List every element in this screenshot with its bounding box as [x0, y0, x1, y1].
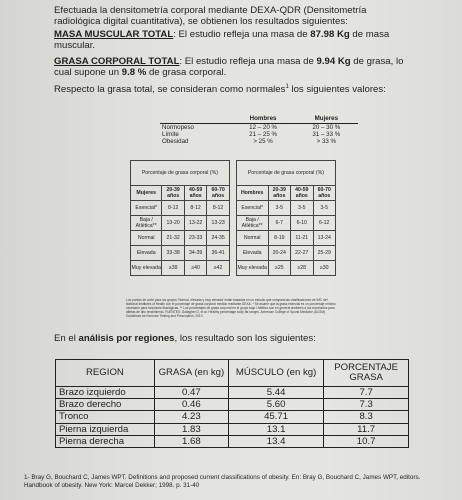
table-row — [131, 216, 336, 231]
table-header-cell — [160, 114, 231, 124]
table-cell: 0.47 — [154, 387, 228, 399]
table-spacer — [229, 186, 236, 201]
table-cell: 31 – 33 % — [312, 131, 341, 138]
table-row — [56, 411, 409, 423]
table-cell: 34-39 — [184, 246, 206, 261]
table-row — [160, 124, 358, 132]
grasa-corporal-value: 9.94 Kg — [316, 56, 351, 67]
table-cell: > 25 % — [253, 138, 273, 145]
respecto-paragraph — [54, 84, 412, 95]
table-spacer — [229, 161, 236, 186]
table-header-cell: Hombres — [231, 114, 294, 124]
table-cell: 20-24 — [268, 246, 290, 261]
table-cell: Esencial* — [131, 201, 162, 216]
table-header-row — [56, 360, 409, 387]
table-row — [56, 435, 409, 447]
grasa-corporal-label: GRASA CORPORAL TOTAL — [54, 56, 180, 67]
table-cell: Brazo derecho — [56, 399, 155, 411]
table-cell: 0.46 — [154, 399, 228, 411]
table-cell: 1.83 — [154, 423, 228, 435]
table-cell: ≥40 — [184, 261, 206, 276]
grasa-corporal-text-c: de grasa corporal. — [146, 67, 227, 79]
grasa-corporal-percent: 9.8 % — [121, 67, 147, 79]
table-header-cell: 60-70 años — [313, 186, 336, 201]
table-cell: 4.23 — [154, 411, 228, 423]
table-title-row — [131, 161, 336, 186]
table-cell: 13-23 — [207, 216, 229, 231]
table-cell: Obesidad — [162, 138, 189, 145]
intro-paragraph — [54, 5, 412, 28]
table-row — [56, 399, 409, 411]
footnote-ref: 1 — [285, 83, 289, 90]
table-cell: 5.44 — [228, 387, 323, 399]
table-cell: 13.1 — [228, 423, 323, 435]
masa-muscular-text-a: : El estudio refleja una masa de — [173, 29, 311, 40]
grasa-corporal-text-a: : El estudio refleja una masa de — [179, 56, 317, 67]
table-title-left: Porcentaje de grasa corporal (%) — [131, 161, 230, 186]
table-cell: 1.68 — [154, 435, 228, 447]
respecto-text-b: los siguientes valores: — [288, 84, 386, 95]
analisis-text-b: , los resultado son los siguientes: — [174, 333, 316, 344]
table-header-cell: GRASA (en kg) — [154, 360, 228, 387]
table-title-right: Porcentaje de grasa corporal (%) — [236, 161, 335, 186]
table-cell: 7.3 — [324, 399, 409, 411]
table-cell: Normopeso — [162, 124, 194, 131]
footnote: 1- Bray G, Bouchard C, James WPT. Definitions and proposed current classifications of obesity. En: Bray G, Bouchard C, James WPT, editors. Handbook of obesity. New York: Marcel Dekker; 1998. p. 31-40 — [24, 474, 421, 489]
table-cell: Muy elevada — [236, 261, 268, 276]
table-cell: 8-12 — [184, 201, 206, 216]
table-cell: 8.3 — [324, 411, 409, 423]
table-cell: Tronco — [56, 411, 155, 423]
regions-table — [55, 359, 409, 448]
normal-values-table — [160, 114, 358, 145]
table-cell: 13-20 — [162, 216, 184, 231]
body-fat-percentage-table — [130, 160, 336, 276]
table-cell: Elevada — [236, 246, 268, 261]
intro-text: Efectuada la densitometría corporal mediante DEXA-QDR (Densitometría radiológica digital cuantitativa), se obtienen los resultados siguientes: — [54, 5, 367, 28]
table-spacer — [229, 261, 236, 276]
table-cell: Pierna izquierda — [56, 423, 155, 435]
table-cell: 3-5 — [291, 201, 313, 216]
table-cell: Límite — [162, 131, 179, 138]
table-cell: 24-35 — [207, 231, 229, 246]
table-header-row — [131, 186, 336, 201]
table-cell: 45.71 — [228, 411, 323, 423]
table-cell: 36-41 — [207, 246, 229, 261]
table-cell: Brazo izquierdo — [56, 387, 155, 399]
grasa-corporal-paragraph — [54, 56, 412, 79]
table-cell: 13.4 — [228, 435, 323, 447]
masa-muscular-label: MASA MUSCULAR TOTAL — [54, 29, 174, 40]
table-cell: Normal — [236, 231, 268, 246]
table-header-cell: 60-70 años — [207, 186, 229, 201]
table-row — [160, 131, 358, 138]
table-cell: 23-33 — [184, 231, 206, 246]
table-cell: 11-21 — [291, 231, 313, 246]
table-row — [131, 201, 336, 216]
table-cell: 6-12 — [313, 216, 336, 231]
table-cell: 7.7 — [324, 387, 409, 399]
table-cell: Muy elevada — [131, 261, 162, 276]
table-spacer — [229, 216, 236, 231]
table-header-cell: PORCENTAJE GRASA — [324, 360, 409, 387]
table-cell: 22-27 — [291, 246, 313, 261]
table-header-cell: Hombres — [236, 186, 268, 201]
table-cell: 8-19 — [268, 231, 290, 246]
table-cell: 13-24 — [313, 231, 336, 246]
table-cell: Pierna derecha — [56, 435, 155, 447]
table-cell: 3-5 — [268, 201, 290, 216]
table-cell: 5.60 — [228, 399, 323, 411]
table-cell: 21-32 — [162, 231, 184, 246]
grasa-corporal-text-b: de grasa, lo cual supone un — [54, 56, 404, 79]
table-cell: 6-10 — [291, 216, 313, 231]
table-spacer — [229, 201, 236, 216]
table-cell: 21 – 25 % — [249, 131, 277, 138]
table-row — [56, 387, 409, 399]
table-fine-print: Los puntos de corte para los grupos 'Normal, elevada y muy elevada' están basados en un estudio que compará las clasificaciones de IMC del National Institutes of Health con el porcentaje de grasa corporal medido mediante DEXA. * Se asume que la grasa esencial es un porcentaje mínimo necesario para funciones fisiológicas. ** Los porcentajes de grasa corporal en el grupo bajo / Atlético son en general similares a los reportados para atletas de alto rendimiento. FUENTES: Gallagher D, et al. Healthy percentage body fat ranges. American College of Sports Medicine (ACSM) Guidelines for Exercise Testing and Prescription, 2010. — [126, 298, 336, 318]
table-cell: ≥42 — [207, 261, 229, 276]
table-row — [131, 231, 336, 246]
analisis-paragraph — [54, 333, 412, 344]
table-cell: 8-12 — [162, 201, 184, 216]
table-cell: ≥25 — [268, 261, 290, 276]
table-row — [160, 138, 358, 145]
table-cell: Baja / Atlética** — [131, 216, 162, 231]
masa-muscular-value: 87.98 Kg — [310, 29, 350, 40]
table-cell: 8-12 — [207, 201, 229, 216]
table-cell: ≥30 — [313, 261, 336, 276]
table-cell: ≥28 — [291, 261, 313, 276]
table-header-cell: REGION — [56, 360, 155, 387]
masa-muscular-paragraph — [54, 29, 412, 52]
table-header-cell: Mujeres — [131, 186, 162, 201]
table-cell: 25-29 — [313, 246, 336, 261]
table-header-cell: 20-39 años — [268, 186, 290, 201]
table-cell: Normal — [131, 231, 162, 246]
table-row — [56, 423, 409, 435]
respecto-text: Respecto la grasa total, se consideran como normales — [54, 84, 286, 95]
analisis-bold: análisis por regiones — [78, 333, 175, 344]
table-cell: 3-5 — [313, 201, 336, 216]
table-spacer — [229, 231, 236, 246]
table-header-cell: 40-59 años — [184, 186, 206, 201]
table-cell: > 33 % — [316, 138, 337, 145]
table-header-cell: Mujeres — [295, 114, 358, 124]
table-cell: Baja / Atlética** — [236, 216, 268, 231]
table-cell: ≥39 — [162, 261, 184, 276]
table-cell: 6-7 — [268, 216, 290, 231]
table-cell: 10.7 — [324, 435, 409, 447]
table-cell: 13-22 — [184, 216, 206, 231]
table-row — [131, 246, 336, 261]
table-row — [131, 261, 336, 276]
table-header-cell: MÚSCULO (en kg) — [228, 360, 323, 387]
table-cell: 11.7 — [324, 423, 409, 435]
table-cell: 20 – 30 % — [312, 124, 341, 131]
table-spacer — [229, 246, 236, 261]
table-cell: 12 – 20 % — [249, 124, 277, 131]
table-header-cell: 40-59 años — [291, 186, 313, 201]
table-header-cell: 20-39 años — [162, 186, 184, 201]
table-header-row — [160, 114, 358, 124]
analisis-text-a: En el — [54, 333, 79, 344]
table-cell: Elevada — [131, 246, 162, 261]
table-cell: 33-38 — [162, 246, 184, 261]
table-cell: Esencial* — [236, 201, 268, 216]
masa-muscular-text-b: de masa muscular. — [54, 29, 390, 52]
